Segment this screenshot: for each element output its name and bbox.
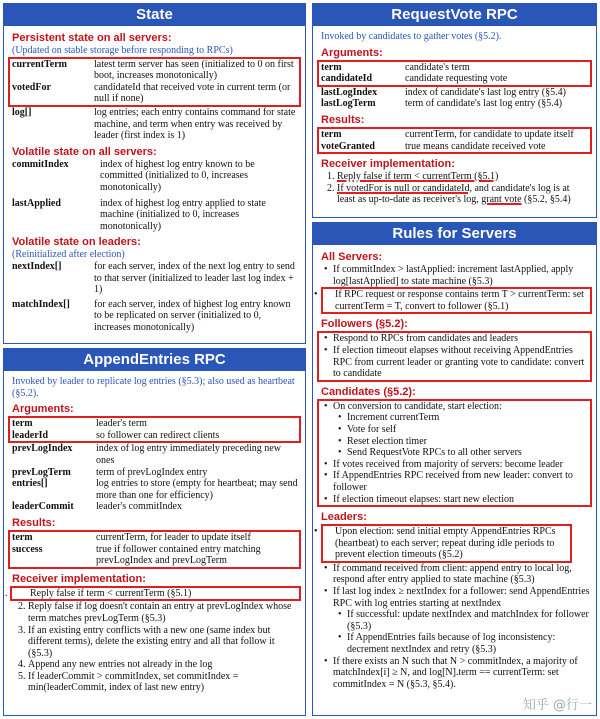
rv-arg-term xyxy=(321,62,588,74)
append-entries-title: AppendEntries RPC xyxy=(4,349,305,371)
state-item-nextindex xyxy=(12,261,299,296)
arg-key: prevLogIndex xyxy=(12,443,73,455)
rv-arg-candidateid xyxy=(321,73,588,85)
arg-desc: index of candidate's last log entry (§5.4) xyxy=(405,86,566,98)
arg-desc: leader's term xyxy=(96,418,147,430)
arg-desc: term of prevLogIndex entry xyxy=(96,466,208,478)
arg-key: candidateId xyxy=(321,73,373,85)
volatile-leaders-note: (Reinitialized after election) xyxy=(12,249,125,261)
rule-item: • If command received from client: append entry to local log, respond after entry applied to state machine (§5.3) xyxy=(333,563,590,586)
rule-item: • If commitIndex > lastApplied: increment lastApplied, apply log[lastApplied] to state machine (§5.3) xyxy=(333,264,590,287)
ae-receiver-step: 5. If leaderCommit > commitIndex, set commitIndex = min(leaderCommit, index of last new entry) xyxy=(28,671,299,694)
arg-key: leaderId xyxy=(12,429,49,441)
ae-arg-term xyxy=(12,418,297,430)
ae-arg-prevlogindex xyxy=(12,443,299,466)
rv-arguments-highlight-box xyxy=(317,60,592,87)
state-key: nextIndex[] xyxy=(12,260,62,272)
rv-result-votegranted xyxy=(321,141,588,153)
volatile-leaders-heading: Volatile state on leaders: xyxy=(12,236,141,249)
arg-key: lastLogTerm xyxy=(321,98,376,110)
ae-result-success xyxy=(12,544,297,567)
ae-results-heading: Results: xyxy=(12,516,56,529)
candidates-start-text: On conversion to candidate, start election: xyxy=(333,400,502,412)
rule-item-highlighted: • Upon election: send initial empty AppendEntries RPCs (heartbeat) to each server; repeat during idle periods to prevent election timeouts (§5.2) xyxy=(321,524,572,563)
ae-result-term xyxy=(12,532,297,544)
ae-arg-leadercommit xyxy=(12,501,299,513)
followers-highlight-box xyxy=(317,331,592,381)
rule-subitem: • If AppendEntries fails because of log inconsistency: decrement nextIndex and retry (§5.3) xyxy=(347,632,590,655)
candidates-highlight-box xyxy=(317,399,592,507)
ae-results-highlight-box xyxy=(8,530,301,569)
rv-receiver-step xyxy=(337,183,590,206)
all-servers-list xyxy=(321,264,590,314)
rule-subitem: • Vote for self xyxy=(347,424,588,436)
arg-desc: index of log entry immediately preceding new ones xyxy=(96,443,281,466)
result-key: term xyxy=(321,128,342,140)
candidates-list xyxy=(321,401,588,505)
state-panel xyxy=(3,3,306,344)
rv-receiver-heading: Receiver implementation: xyxy=(321,158,455,171)
leaders-sub-list xyxy=(333,609,590,655)
rv-arg-lastlogindex xyxy=(321,87,590,99)
rv-receiver-step-2b: and candidate's log is at least as up-to-date as receiver's log, xyxy=(337,182,570,206)
ae-receiver-heading: Receiver implementation: xyxy=(12,572,146,585)
arg-key: term xyxy=(12,418,33,430)
ae-arg-entries xyxy=(12,478,299,501)
state-desc: log entries; each entry contains command for state machine, and term when entry was received by leader (first index is 1) xyxy=(94,106,296,142)
state-key: lastApplied xyxy=(12,197,61,209)
ae-receiver-step: 1. Reply false if term < currentTerm (§5.1) xyxy=(10,586,301,602)
rule-item: • If votes received from majority of servers: become leader xyxy=(333,459,588,471)
state-title: State xyxy=(4,4,305,26)
ae-receiver-step: 4. Append any new entries not already in the log xyxy=(28,659,299,671)
arg-desc: candidate requesting vote xyxy=(405,73,508,85)
volatile-all-heading: Volatile state on all servers: xyxy=(12,145,157,158)
state-item-commitindex xyxy=(12,159,299,194)
state-key: commitIndex xyxy=(12,158,69,170)
state-key: votedFor xyxy=(12,81,51,93)
rule-subitem: • Increment currentTerm xyxy=(347,412,588,424)
leaders-heading: Leaders: xyxy=(321,511,367,524)
request-vote-intro: Invoked by candidates to gather votes (§5.2). xyxy=(321,31,502,42)
rule-item-highlighted: • If RPC request or response contains term T > currentTerm: set currentTerm = T, convert to follower (§5.1) xyxy=(321,287,592,314)
ae-arguments-heading: Arguments: xyxy=(12,403,74,416)
state-desc: for each server, index of highest log entry known to be replicated on server (initialized to 0, increases monotonically) xyxy=(94,298,291,333)
ae-receiver-step: 2. Reply false if log doesn't contain an entry at prevLogIndex whose term matches prevLogTerm (§5.3) xyxy=(28,601,299,624)
arg-key: entries[] xyxy=(12,478,48,490)
arg-key: leaderCommit xyxy=(12,501,74,513)
followers-list xyxy=(321,333,588,379)
rv-receiver-step-2a: If votedFor is null or candidateId, xyxy=(337,182,472,194)
rv-receiver-step-2c: grant vote xyxy=(481,194,522,206)
watermark: 知乎 @行一 xyxy=(522,698,592,713)
state-key: log[] xyxy=(12,106,32,118)
rule-item: • If election timeout elapses: start new election xyxy=(333,494,588,506)
rule-item: • If election timeout elapses without receiving AppendEntries RPC from current leader or granting vote to candidate: convert to candidate xyxy=(333,345,588,380)
request-vote-title: RequestVote RPC xyxy=(313,4,596,26)
rule-subitem: • Reset election timer xyxy=(347,436,588,448)
persistent-state-heading: Persistent state on all servers: xyxy=(12,32,172,44)
arg-desc: so follower can redirect clients xyxy=(96,429,220,441)
result-desc: true means candidate received vote xyxy=(405,140,546,152)
rule-item: • If AppendEntries RPC received from new leader: convert to follower xyxy=(333,470,588,493)
ae-arg-leaderid xyxy=(12,430,297,442)
rules-title: Rules for Servers xyxy=(313,223,596,245)
ae-arguments-highlight-box xyxy=(8,416,301,443)
arg-desc: log entries to store (empty for heartbeat; may send more than one for efficiency) xyxy=(96,478,298,501)
rv-receiver-step-1-text: Reply false if term < currentTerm (§5.1) xyxy=(337,171,499,183)
ae-receiver-step: 3. If an existing entry conflicts with a new one (same index but different terms), delete the existing entry and all that follow it (§5.3) xyxy=(28,625,299,660)
result-desc: currentTerm, for leader to update itself xyxy=(96,531,251,543)
state-key: matchIndex[] xyxy=(12,298,70,310)
persistent-state-note: (Updated on stable storage before responding to RPCs) xyxy=(12,45,233,56)
rv-receiver-list xyxy=(321,171,590,206)
rule-item: • Respond to RPCs from candidates and leaders xyxy=(333,333,588,345)
candidates-sub-list xyxy=(333,412,588,458)
state-desc: for each server, index of the next log entry to send to that server (initialized to leader last log index + 1) xyxy=(94,260,295,296)
followers-heading: Followers (§5.2): xyxy=(321,318,408,331)
rv-arguments-heading: Arguments: xyxy=(321,46,383,59)
result-key: voteGranted xyxy=(321,140,375,152)
rule-item xyxy=(333,401,588,459)
rules-panel xyxy=(312,222,597,716)
rv-receiver-step xyxy=(337,171,590,183)
state-key: currentTerm xyxy=(12,58,67,70)
result-desc: true if follower contained entry matching prevLogIndex and prevLogTerm xyxy=(96,543,261,567)
state-desc: candidateId that received vote in current term (or null if none) xyxy=(94,81,291,105)
state-desc: index of highest log entry known to be committed (initialized to 0, increases monotonically) xyxy=(100,158,255,193)
persistent-highlight-box xyxy=(8,57,301,107)
state-item-votedfor xyxy=(12,82,297,105)
result-key: success xyxy=(12,543,43,555)
all-servers-heading: All Servers: xyxy=(321,251,383,263)
arg-key: term xyxy=(321,61,342,73)
append-entries-panel xyxy=(3,348,306,716)
rv-results-heading: Results: xyxy=(321,113,365,126)
state-item-currentterm xyxy=(12,59,297,82)
leaders-list xyxy=(321,524,590,690)
rv-result-term xyxy=(321,129,588,141)
rule-subitem: • If successful: update nextIndex and matchIndex for follower (§5.3) xyxy=(347,609,590,632)
result-desc: currentTerm, for candidate to update itself xyxy=(405,128,574,140)
state-item-lastapplied xyxy=(12,198,299,233)
leaders-3-text: If last log index ≥ nextIndex for a follower: send AppendEntries RPC with log entries starting at nextIndex xyxy=(333,586,590,609)
rv-arg-lastlogterm xyxy=(321,98,590,110)
rule-subitem: • Send RequestVote RPCs to all other servers xyxy=(347,447,588,459)
ae-arg-prevlogterm xyxy=(12,467,299,479)
state-desc: latest term server has seen (initialized to 0 on first boot, increases monotonically) xyxy=(94,58,294,82)
arg-desc: candidate's term xyxy=(405,61,470,73)
ae-receiver-list xyxy=(12,586,299,694)
state-item-matchindex xyxy=(12,299,299,334)
state-desc: index of highest log entry applied to state machine (initialized to 0, increases monotonically) xyxy=(100,197,266,232)
append-entries-intro: Invoked by leader to replicate log entries (§5.3); also used as heartbeat (§5.2). xyxy=(12,376,295,399)
rule-item xyxy=(333,586,590,656)
rv-results-highlight-box xyxy=(317,127,592,154)
arg-key: lastLogIndex xyxy=(321,86,378,98)
state-item-log xyxy=(12,107,299,142)
rule-item: • If there exists an N such that N > commitIndex, a majority of matchIndex[i] ≥ N, and log[N].term == currentTerm: set commitIndex = N (§5.3, §5.4). xyxy=(333,656,590,691)
arg-desc: term of candidate's last log entry (§5.4) xyxy=(405,98,563,110)
request-vote-panel xyxy=(312,3,597,218)
arg-key: prevLogTerm xyxy=(12,466,71,478)
rv-receiver-step-2d: (§5.2, §5.4) xyxy=(524,194,571,206)
arg-desc: leader's commitIndex xyxy=(96,501,182,513)
candidates-heading: Candidates (§5.2): xyxy=(321,385,416,398)
result-key: term xyxy=(12,531,33,543)
